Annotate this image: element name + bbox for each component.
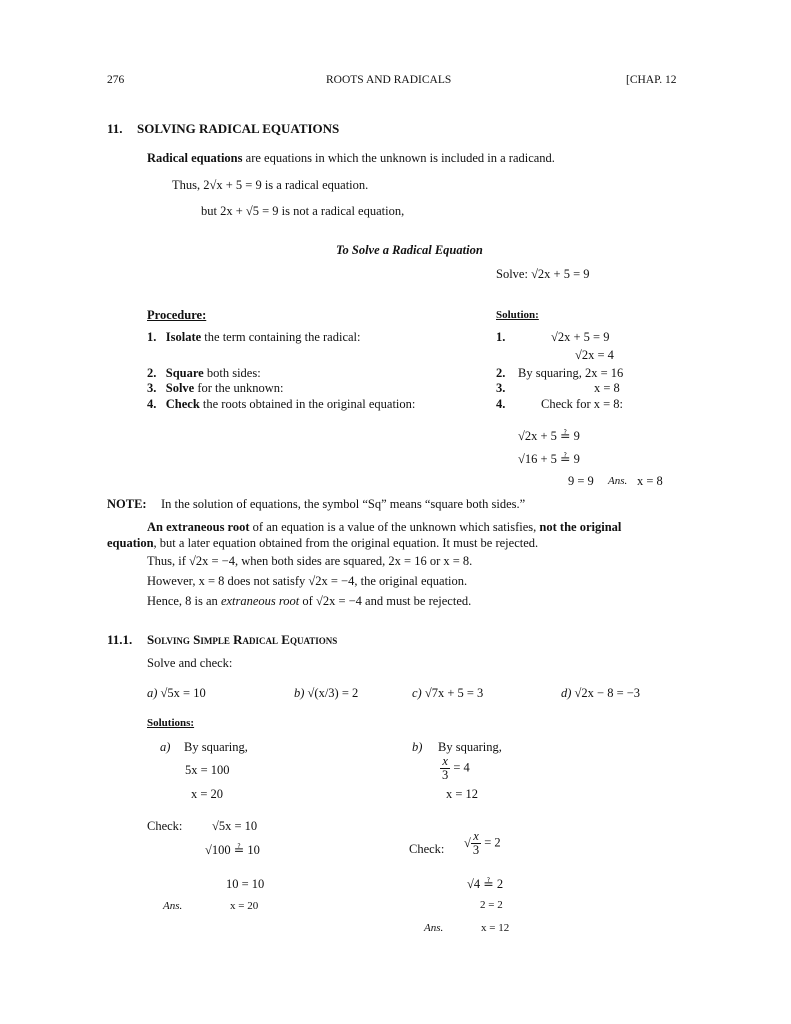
sol-b-check-1 xyxy=(464,830,501,857)
running-title: ROOTS AND RADICALS xyxy=(326,74,452,86)
sol-a-ans-value: x = 20 xyxy=(230,900,259,912)
problem-part-d xyxy=(561,686,640,701)
extraneous-paragraph-line-2 xyxy=(107,536,538,551)
part-label: a) xyxy=(147,686,158,700)
sol-b-check-label: Check: xyxy=(409,842,445,856)
problem-instruction: Solve and check: xyxy=(147,656,233,670)
sol-a-check-label: Check: xyxy=(147,819,183,833)
sol-b-ans-label: Ans. xyxy=(424,922,444,934)
note-text: In the solution of equations, the symbol “Sq” means “square both sides.” xyxy=(161,497,526,511)
solution-line-1b: √2x = 4 xyxy=(575,348,614,362)
part-expression: √5x = 10 xyxy=(160,686,206,700)
procedure-step-4 xyxy=(147,397,415,412)
sol-a-line-2: x = 20 xyxy=(191,787,224,801)
extraneous-term: An extraneous root xyxy=(147,520,250,534)
sol-a-check-3: 10 = 10 xyxy=(226,877,265,891)
sol-a-ans-label: Ans. xyxy=(163,900,183,912)
step-keyword: Square xyxy=(165,366,204,380)
part-label: b) xyxy=(294,686,305,700)
step-number: 3. xyxy=(147,381,157,395)
part-expression: √7x + 5 = 3 xyxy=(424,686,484,700)
sol-a-label: a) xyxy=(160,740,171,754)
note-label: NOTE: xyxy=(107,497,147,511)
check-equals: = 2 xyxy=(484,835,501,850)
extraneous-paragraph-line-1 xyxy=(147,520,621,535)
extraneous-line-3-tail: of √2x = −4 and must be rejected. xyxy=(299,594,472,608)
check-line-1: √2x + 5 ≟ 9 xyxy=(518,429,580,443)
method-solve-line: Solve: √2x + 5 = 9 xyxy=(496,267,590,281)
check-line-3: 9 = 9 xyxy=(568,474,594,488)
procedure-step-1 xyxy=(147,330,361,345)
solution-num-1: 1. xyxy=(496,330,506,344)
sol-a-by-squaring: By squaring, xyxy=(184,740,248,754)
solution-num-4: 4. xyxy=(496,397,506,411)
extraneous-text: of an equation is a value of the unknown which satisfies, xyxy=(249,520,540,534)
extraneous-line-2: However, x = 8 does not satisfy √2x = −4, the original equation. xyxy=(147,574,468,588)
extraneous-text-2: , but a later equation obtained from the original equation. It must be rejected. xyxy=(153,536,539,550)
intro-example-1: Thus, 2√x + 5 = 9 is a radical equation. xyxy=(172,178,369,192)
sol-b-by-squaring: By squaring, xyxy=(438,740,502,754)
step-number: 2. xyxy=(147,366,157,380)
extraneous-bold: not the original xyxy=(539,520,622,534)
problem-number: 11.1. xyxy=(107,632,133,647)
problem-part-a xyxy=(147,686,206,701)
step-text: the roots obtained in the original equation: xyxy=(199,397,416,411)
step-keyword: Solve xyxy=(165,381,195,395)
intro-example-2: but 2x + √5 = 9 is not a radical equation, xyxy=(201,204,405,218)
procedure-step-3 xyxy=(147,381,283,396)
part-expression: √2x − 8 = −3 xyxy=(574,686,641,700)
step-keyword: Check xyxy=(165,397,200,411)
step-text: the term containing the radical: xyxy=(201,330,361,344)
section-title: SOLVING RADICAL EQUATIONS xyxy=(137,121,340,136)
chapter-label: [CHAP. 12 xyxy=(626,74,677,86)
procedure-heading: Procedure: xyxy=(147,308,207,322)
sol-a-check-1: √5x = 10 xyxy=(212,819,258,833)
problem-part-c xyxy=(412,686,483,701)
step-number: 4. xyxy=(147,397,157,411)
answer-label: Ans. xyxy=(608,475,628,487)
check-line-2: √16 + 5 ≟ 9 xyxy=(518,452,580,466)
fraction xyxy=(440,755,450,782)
solution-line-3: x = 8 xyxy=(594,381,620,395)
fraction-numerator: x xyxy=(440,755,450,769)
part-label: d) xyxy=(561,686,572,700)
problem-part-b xyxy=(294,686,358,701)
step-text: for the unknown: xyxy=(194,381,284,395)
solution-line-4: Check for x = 8: xyxy=(541,397,624,411)
fraction-numerator: x xyxy=(471,830,481,844)
section-number: 11. xyxy=(107,121,123,136)
sol-b-label: b) xyxy=(412,740,423,754)
step-number: 1. xyxy=(147,330,157,344)
part-expression: √(x/3) = 2 xyxy=(307,686,359,700)
method-title: To Solve a Radical Equation xyxy=(336,243,483,257)
solution-num-2: 2. xyxy=(496,366,506,380)
extraneous-line-3 xyxy=(147,594,471,609)
intro-term: Radical equations xyxy=(147,151,243,165)
solution-heading: Solution: xyxy=(496,309,539,321)
extraneous-line-1: Thus, if √2x = −4, when both sides are squared, 2x = 16 or x = 8. xyxy=(147,554,473,568)
sol-b-line-2: x = 12 xyxy=(446,787,479,801)
step-text: both sides: xyxy=(203,366,261,380)
sol-a-line-1: 5x = 100 xyxy=(185,763,230,777)
solution-line-1a: √2x + 5 = 9 xyxy=(551,330,610,344)
fraction-equals: = 4 xyxy=(453,760,470,775)
fraction xyxy=(471,830,481,857)
fraction-denominator: 3 xyxy=(442,768,449,783)
intro-definition-text: are equations in which the unknown is included in a radicand. xyxy=(242,151,555,165)
extraneous-bold-equation: equation xyxy=(107,536,154,550)
sol-b-check-3: 2 = 2 xyxy=(480,899,503,911)
intro-definition xyxy=(147,151,555,166)
sol-a-check-2: √100 ≟ 10 xyxy=(205,843,260,857)
sol-b-ans-value: x = 12 xyxy=(481,922,510,934)
step-keyword: Isolate xyxy=(165,330,202,344)
answer-value: x = 8 xyxy=(637,474,663,488)
radical-sign-icon: √ xyxy=(464,835,471,850)
sol-b-fraction xyxy=(440,755,470,782)
solution-num-3: 3. xyxy=(496,381,506,395)
extraneous-line-3-italic: extraneous root xyxy=(220,594,300,608)
procedure-step-2 xyxy=(147,366,261,381)
extraneous-line-3-text: Hence, 8 is an xyxy=(147,594,221,608)
sol-b-check-2: √4 ≟ 2 xyxy=(467,877,504,891)
page-number: 276 xyxy=(107,74,125,86)
solutions-heading: Solutions: xyxy=(147,717,195,729)
fraction-denominator: 3 xyxy=(472,843,480,858)
solution-line-2: By squaring, 2x = 16 xyxy=(518,366,624,380)
part-label: c) xyxy=(412,686,422,700)
problem-title: Solving Simple Radical Equations xyxy=(147,632,338,647)
